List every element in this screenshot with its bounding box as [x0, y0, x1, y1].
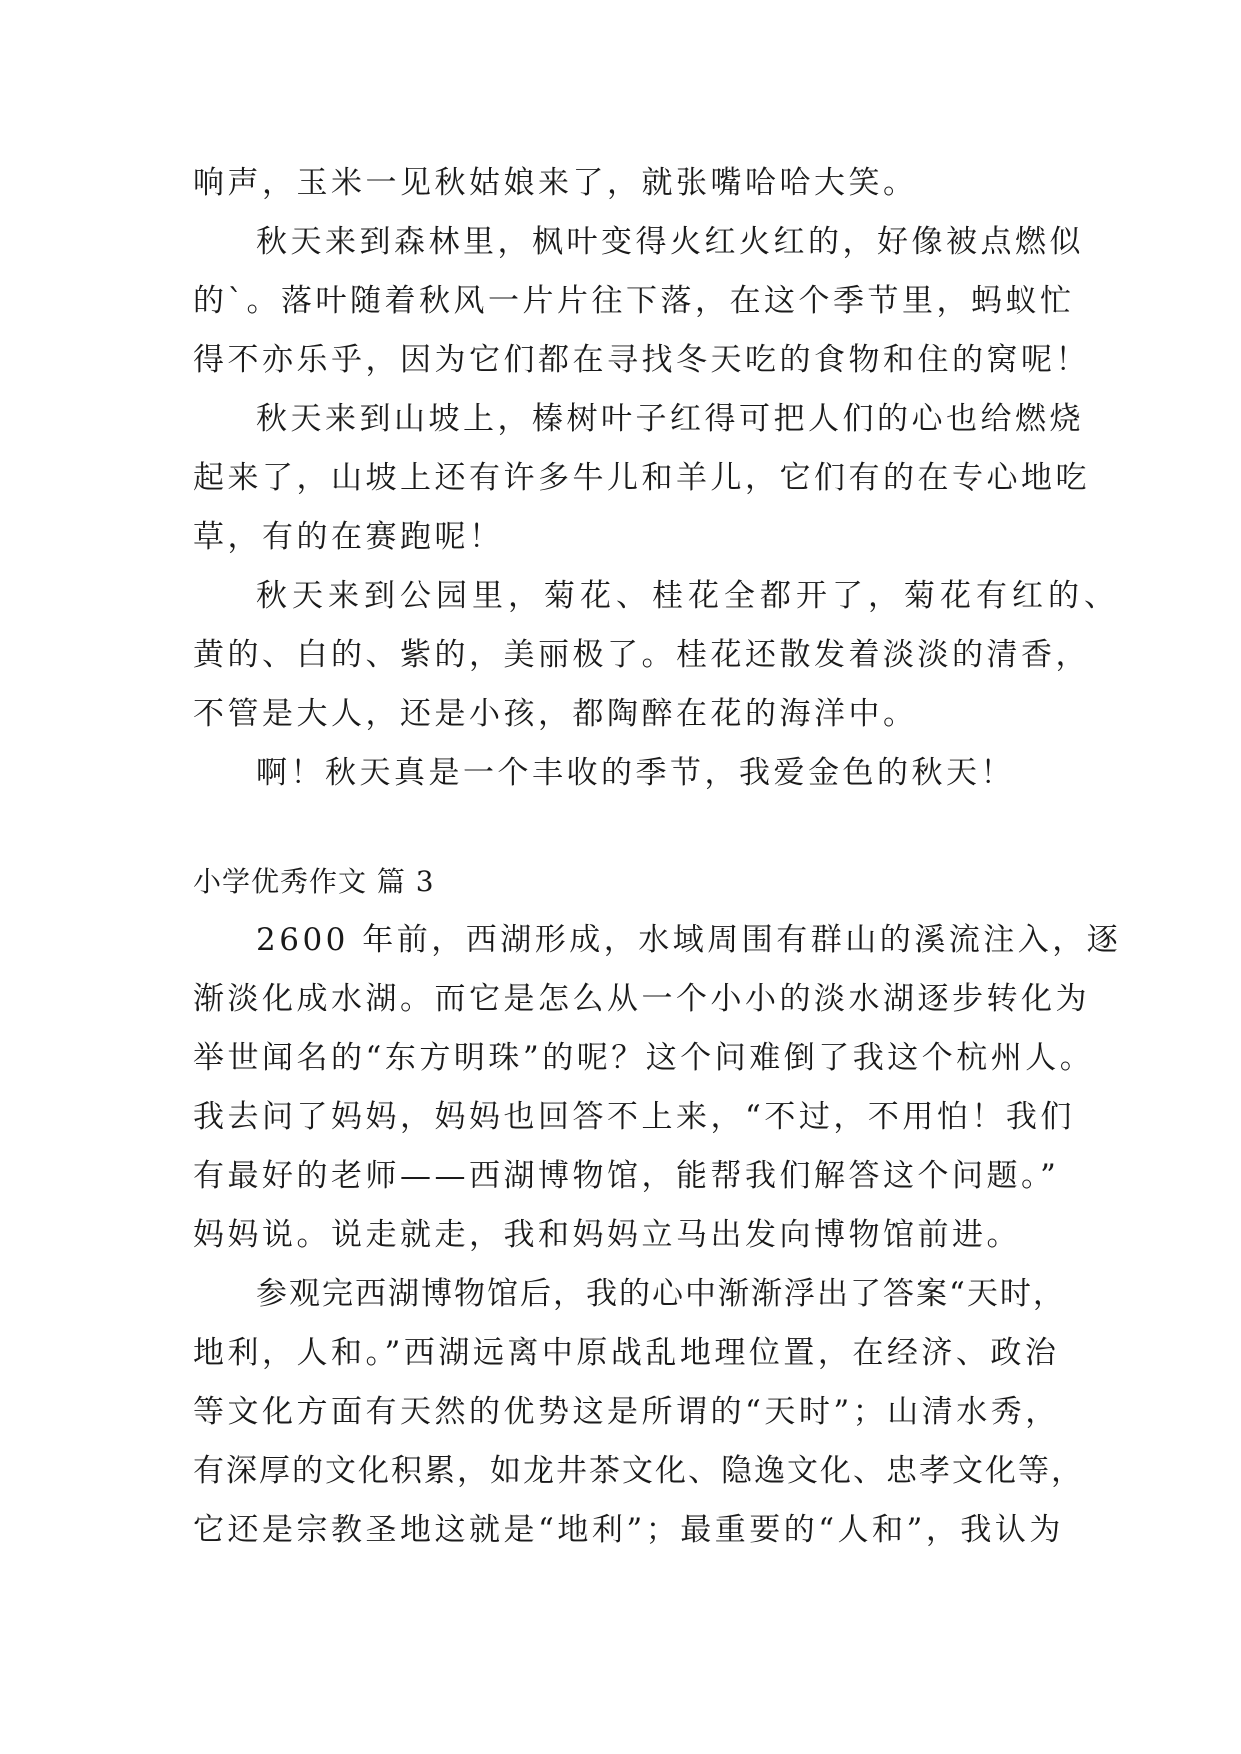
paragraph-line: 响声，玉米一见秋姑娘来了，就张嘴哈哈大笑。 [193, 165, 918, 201]
paragraph-line: 的`。落叶随着秋风一片片往下落，在这个季节里，蚂蚁忙 [193, 283, 1075, 319]
paragraph-line: 有最好的老师——西湖博物馆，能帮我们解答这个问题。” [193, 1158, 1060, 1194]
paragraph-line: 渐淡化成水湖。而它是怎么从一个小小的淡水湖逐步转化为 [193, 981, 1090, 1017]
paragraph-line: 等文化方面有天然的优势这是所谓的“天时”；山清水秀， [193, 1394, 1060, 1430]
paragraph-line: 它还是宗教圣地这就是“地利”；最重要的“人和”，我认为 [193, 1512, 1064, 1548]
paragraph-line: 起来了，山坡上还有许多牛儿和羊儿，它们有的在专心地吃 [193, 460, 1090, 496]
paragraph-line: 得不亦乐乎，因为它们都在寻找冬天吃的食物和住的窝呢！ [193, 342, 1090, 378]
paragraph-line: 2600 年前，西湖形成，水域周围有群山的溪流注入，逐 [256, 922, 1122, 958]
paragraph-line: 我去问了妈妈，妈妈也回答不上来，“不过，不用怕！我们 [193, 1099, 1075, 1135]
paragraph-line: 不管是大人，还是小孩，都陶醉在花的海洋中。 [193, 696, 918, 732]
paragraph-line: 妈妈说。说走就走，我和妈妈立马出发向博物馆前进。 [193, 1217, 1021, 1253]
paragraph-line: 啊！秋天真是一个丰收的季节，我爱金色的秋天！ [256, 755, 1015, 791]
paragraph-line: 举世闻名的“东方明珠”的呢？这个问难倒了我这个杭州人。 [193, 1040, 1095, 1076]
paragraph-line: 草，有的在赛跑呢！ [193, 519, 504, 555]
paragraph-line: 有深厚的文化积累，如龙井茶文化、隐逸文化、忠孝文化等， [193, 1453, 1084, 1489]
paragraph-line: 黄的、白的、紫的，美丽极了。桂花还散发着淡淡的清香， [193, 637, 1090, 673]
paragraph-line: 秋天来到森林里，枫叶变得火红火红的，好像被点燃似 [256, 224, 1084, 260]
paragraph-line: 秋天来到山坡上，榛树叶子红得可把人们的心也给燃烧 [256, 401, 1084, 437]
paragraph-line: 参观完西湖博物馆后，我的心中渐渐浮出了答案“天时， [256, 1276, 1066, 1312]
paragraph-line: 地利，人和。”西湖远离中原战乱地理位置，在经济、政治 [193, 1335, 1060, 1371]
section-heading: 小学优秀作文 篇 3 [193, 865, 435, 898]
paragraph-line: 秋天来到公园里，菊花、桂花全都开了，菊花有红的、 [256, 578, 1120, 614]
